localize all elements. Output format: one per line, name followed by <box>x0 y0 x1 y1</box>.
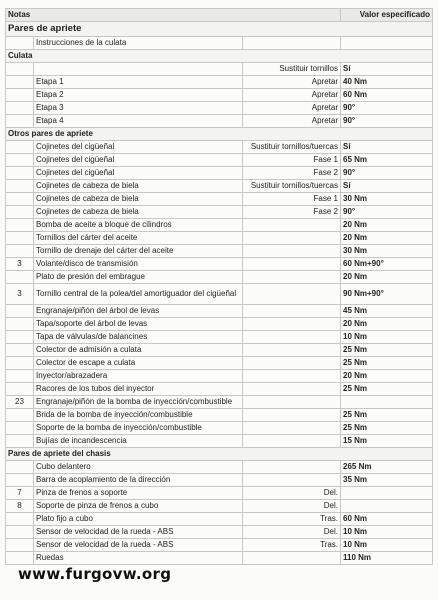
row-value: 25 Nm <box>341 409 433 422</box>
row-value: 20 Nm <box>341 219 433 232</box>
table-row <box>6 487 433 500</box>
row-value: Sí <box>341 141 433 154</box>
row-condition <box>243 219 341 232</box>
row-value: 90° <box>341 102 433 115</box>
row-number: 23 <box>6 396 34 409</box>
row-value: 25 Nm <box>341 383 433 396</box>
row-value: Sí <box>341 180 433 193</box>
row-description: Plato fijo a cubo <box>34 513 243 526</box>
section-title: Pares de apriete del chasis <box>6 448 433 461</box>
row-description: Cojinetes de cabeza de biela <box>34 206 243 219</box>
site-watermark: www.furgovw.org <box>18 565 172 583</box>
row-number <box>6 141 34 154</box>
row-description: Plato de presión del embrague <box>34 271 243 284</box>
row-condition <box>243 271 341 284</box>
row-value: 20 Nm <box>341 318 433 331</box>
row-number <box>6 219 34 232</box>
row-description <box>34 63 243 76</box>
row-value: 30 Nm <box>341 245 433 258</box>
row-number <box>6 245 34 258</box>
table-row <box>6 219 433 232</box>
row-condition: Sustituir tornillos/tuercas <box>243 141 341 154</box>
row-condition: Apretar <box>243 89 341 102</box>
row-condition <box>243 245 341 258</box>
row-description: Ruedas <box>34 552 243 565</box>
row-description: Soporte de pinza de frenos a cubo <box>34 500 243 513</box>
row-description: Racores de los tubos del inyector <box>34 383 243 396</box>
row-number <box>6 344 34 357</box>
row-condition <box>243 409 341 422</box>
row-value: 35 Nm <box>341 474 433 487</box>
row-description: Tornillo central de la polea/del amortiguador del cigüeñal <box>34 284 243 305</box>
row-number <box>6 331 34 344</box>
row-value: 60 Nm+90° <box>341 258 433 271</box>
row-value: 45 Nm <box>341 305 433 318</box>
section-chasis <box>6 448 433 461</box>
row-number <box>6 435 34 448</box>
row-condition: Apretar <box>243 102 341 115</box>
table-row <box>6 180 433 193</box>
table-row <box>6 331 433 344</box>
table-row <box>6 115 433 128</box>
table-row <box>6 500 433 513</box>
table-row <box>6 258 433 271</box>
row-value: 265 Nm <box>341 461 433 474</box>
table-row <box>6 435 433 448</box>
row-number <box>6 357 34 370</box>
row-value: 15 Nm <box>341 435 433 448</box>
table-row <box>6 526 433 539</box>
row-description: Cojinetes de cabeza de biela <box>34 193 243 206</box>
row-number <box>6 370 34 383</box>
table-row <box>6 102 433 115</box>
row-description: Tapa/soporte del árbol de levas <box>34 318 243 331</box>
row-condition: Fase 1 <box>243 193 341 206</box>
table-row <box>6 539 433 552</box>
row-number <box>6 76 34 89</box>
row-value: 90° <box>341 167 433 180</box>
section-title: Culata <box>6 50 433 63</box>
header-value: Valor especificado <box>341 9 433 22</box>
row-number <box>6 305 34 318</box>
row-number: 8 <box>6 500 34 513</box>
row-condition <box>243 305 341 318</box>
row-description: Etapa 3 <box>34 102 243 115</box>
table-row <box>6 76 433 89</box>
torque-table <box>5 8 433 565</box>
row-condition <box>243 284 341 305</box>
row-value <box>341 487 433 500</box>
row-condition <box>243 396 341 409</box>
row-value: 25 Nm <box>341 344 433 357</box>
torque-table-body <box>6 9 433 565</box>
row-condition: Tras. <box>243 513 341 526</box>
row-condition <box>243 331 341 344</box>
table-row <box>6 409 433 422</box>
row-condition <box>243 383 341 396</box>
row-condition <box>243 461 341 474</box>
row-condition: Fase 1 <box>243 154 341 167</box>
section-title: Pares de apriete <box>6 22 433 37</box>
row-condition <box>243 344 341 357</box>
row-description: Brida de la bomba de inyección/combustible <box>34 409 243 422</box>
table-row <box>6 344 433 357</box>
row-description: Engranaje/piñón de la bomba de inyección/combustible <box>34 396 243 409</box>
row-condition: Del. <box>243 526 341 539</box>
row-number <box>6 422 34 435</box>
table-row <box>6 284 433 305</box>
row-condition: Apretar <box>243 115 341 128</box>
row-condition: Fase 2 <box>243 206 341 219</box>
row-number <box>6 206 34 219</box>
row-condition: Sustituir tornillos <box>243 63 341 76</box>
table-row <box>6 206 433 219</box>
row-value <box>341 396 433 409</box>
row-condition <box>243 435 341 448</box>
table-row <box>6 461 433 474</box>
row-description: Cojinetes del cigüeñal <box>34 154 243 167</box>
table-row <box>6 245 433 258</box>
row-condition <box>243 318 341 331</box>
row-description: Sensor de velocidad de la rueda - ABS <box>34 539 243 552</box>
row-condition <box>243 422 341 435</box>
table-row <box>6 232 433 245</box>
table-row <box>6 271 433 284</box>
row-description: Colector de escape a culata <box>34 357 243 370</box>
row-description: Cojinetes de cabeza de biela <box>34 180 243 193</box>
row-condition: Fase 2 <box>243 167 341 180</box>
section-pares-de-apriete <box>6 22 433 37</box>
table-row <box>6 370 433 383</box>
row-description: Bujías de incandescencia <box>34 435 243 448</box>
row-value: 10 Nm <box>341 331 433 344</box>
row-condition: Sustituir tornillos/tuercas <box>243 180 341 193</box>
row-description: Tapa de válvulas/de balancines <box>34 331 243 344</box>
table-row <box>6 396 433 409</box>
instructions-row <box>6 37 433 50</box>
row-value: 30 Nm <box>341 193 433 206</box>
row-value: 10 Nm <box>341 526 433 539</box>
table-row <box>6 141 433 154</box>
row-description: Etapa 1 <box>34 76 243 89</box>
row-description: Colector de admisión a culata <box>34 344 243 357</box>
row-number <box>6 474 34 487</box>
section-otros-pares <box>6 128 433 141</box>
row-description: Inyector/abrazadera <box>34 370 243 383</box>
row-number <box>6 193 34 206</box>
row-description: Tornillos del cárter del aceite <box>34 232 243 245</box>
row-condition <box>243 232 341 245</box>
row-value: 110 Nm <box>341 552 433 565</box>
row-value <box>341 500 433 513</box>
row-value: 10 Nm <box>341 539 433 552</box>
table-header-row <box>6 9 433 22</box>
row-number <box>6 115 34 128</box>
row-description: Volante/disco de transmisión <box>34 258 243 271</box>
table-row <box>6 63 433 76</box>
row-condition <box>243 258 341 271</box>
row-description: Tornillo de drenaje del cárter del aceite <box>34 245 243 258</box>
row-number <box>6 409 34 422</box>
row-value: 20 Nm <box>341 271 433 284</box>
table-row <box>6 305 433 318</box>
table-row <box>6 422 433 435</box>
row-value: 40 Nm <box>341 76 433 89</box>
section-culata <box>6 50 433 63</box>
table-row <box>6 193 433 206</box>
row-number <box>6 318 34 331</box>
row-description: Engranaje/piñón del árbol de levas <box>34 305 243 318</box>
row-condition: Apretar <box>243 76 341 89</box>
section-title: Otros pares de apriete <box>6 128 433 141</box>
row-number <box>6 63 34 76</box>
row-description: Etapa 2 <box>34 89 243 102</box>
row-condition <box>243 552 341 565</box>
row-condition: Del. <box>243 500 341 513</box>
row-value: 60 Nm <box>341 89 433 102</box>
row-description: Barra de acoplamiento de la dirección <box>34 474 243 487</box>
row-number <box>6 180 34 193</box>
table-row <box>6 154 433 167</box>
row-description: Pinza de frenos a soporte <box>34 487 243 500</box>
table-row <box>6 513 433 526</box>
row-number <box>6 552 34 565</box>
row-number <box>6 167 34 180</box>
row-value: 65 Nm <box>341 154 433 167</box>
row-value: Sí <box>341 63 433 76</box>
row-number <box>6 461 34 474</box>
row-value: 90 Nm+90° <box>341 284 433 305</box>
table-row <box>6 383 433 396</box>
row-value: 90° <box>341 115 433 128</box>
row-description: Instrucciones de la culata <box>34 37 243 50</box>
table-row <box>6 167 433 180</box>
table-row <box>6 89 433 102</box>
row-number <box>6 154 34 167</box>
table-row <box>6 357 433 370</box>
row-value: 60 Nm <box>341 513 433 526</box>
row-value: 25 Nm <box>341 357 433 370</box>
row-description: Bomba de aceite a bloque de cilindros <box>34 219 243 232</box>
row-number <box>6 526 34 539</box>
row-number <box>6 89 34 102</box>
header-notes: Notas <box>6 9 341 22</box>
table-row <box>6 552 433 565</box>
row-description: Cojinetes del cigüeñal <box>34 167 243 180</box>
row-condition: Tras. <box>243 539 341 552</box>
row-number <box>6 232 34 245</box>
row-number <box>6 383 34 396</box>
row-number <box>6 513 34 526</box>
row-condition <box>243 370 341 383</box>
row-condition: Del. <box>243 487 341 500</box>
row-description: Etapa 4 <box>34 115 243 128</box>
row-condition <box>243 357 341 370</box>
table-row <box>6 318 433 331</box>
row-number: 3 <box>6 284 34 305</box>
row-description: Soporte de la bomba de inyección/combustible <box>34 422 243 435</box>
torque-spec-sheet <box>5 8 432 565</box>
row-value: 25 Nm <box>341 422 433 435</box>
row-number <box>6 539 34 552</box>
row-value: 20 Nm <box>341 232 433 245</box>
row-description: Sensor de velocidad de la rueda - ABS <box>34 526 243 539</box>
row-number <box>6 102 34 115</box>
row-number: 7 <box>6 487 34 500</box>
row-value: 90° <box>341 206 433 219</box>
row-description: Cojinetes del cigüeñal <box>34 141 243 154</box>
row-number: 3 <box>6 258 34 271</box>
row-value: 20 Nm <box>341 370 433 383</box>
row-condition <box>243 474 341 487</box>
row-description: Cubo delantero <box>34 461 243 474</box>
row-number <box>6 271 34 284</box>
table-row <box>6 474 433 487</box>
